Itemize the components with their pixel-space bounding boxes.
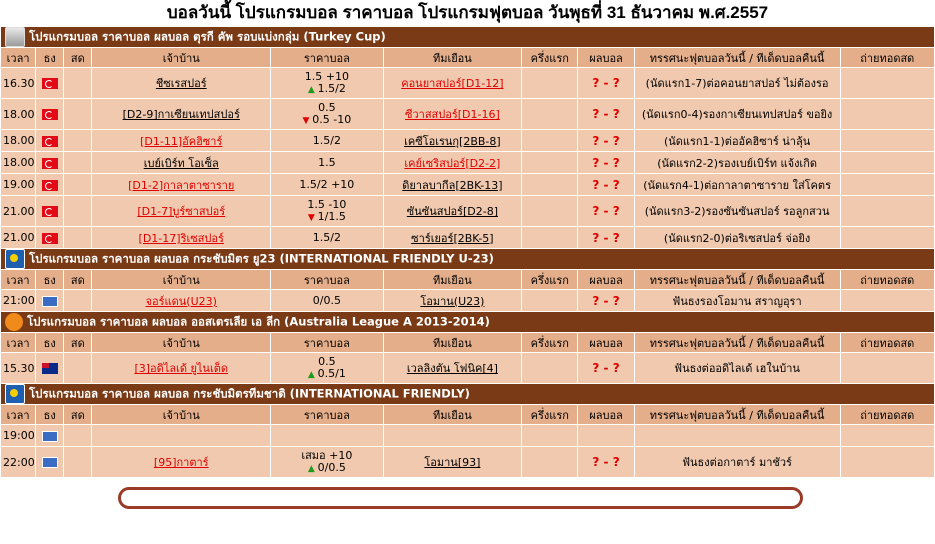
match-time: 19.00 <box>1 174 35 195</box>
home-team-link[interactable]: [D1-11]อัคฮิซาร์ <box>140 134 223 148</box>
away-team-link[interactable]: โอมาน[93] <box>424 456 481 469</box>
odds-cell <box>271 290 382 311</box>
live-cell <box>64 227 91 248</box>
col-header-flag: ธง <box>36 270 63 289</box>
result-cell <box>578 353 633 383</box>
col-header-flag: ธง <box>36 333 63 352</box>
odds-cell <box>271 196 382 226</box>
result-score: ? - ? <box>592 230 620 245</box>
odds-cell <box>271 68 382 98</box>
home-team-link[interactable]: จอร์แดน(U23) <box>145 294 217 308</box>
match-row <box>1 130 934 151</box>
column-header-row <box>1 333 934 352</box>
match-row <box>1 290 934 311</box>
odds-cell <box>271 174 382 195</box>
analysis-cell <box>635 447 840 477</box>
col-header-home: เจ้าบ้าน <box>92 405 270 424</box>
col-header-analysis: ทรรศนะฟุตบอลวันนี้ / ทีเด็ดบอลคืนนี้ <box>635 405 840 424</box>
analysis-text: (นัดแรก1-7)ต่อคอนยาสปอร์ ไม่ต้องรอ <box>645 77 829 90</box>
home-team-link[interactable]: [D2-9]กาเซียนเทปสปอร์ <box>122 108 240 121</box>
home-team-link[interactable]: [D1-7]บูร์ซาสปอร์ <box>137 205 226 218</box>
result-cell <box>578 425 633 446</box>
league-aus-icon <box>5 313 23 331</box>
col-header-live: สด <box>64 48 91 67</box>
broadcast-cell <box>841 196 934 226</box>
home-team-cell[interactable] <box>92 99 270 129</box>
half-score-cell <box>522 99 577 129</box>
live-cell <box>64 130 91 151</box>
odds-cell <box>271 425 382 446</box>
analysis-text: (นัดแรก2-0)ต่อริเซสปอร์ จ่อยิง <box>663 231 811 245</box>
result-score: ? - ? <box>592 76 620 90</box>
col-header-odds: ราคาบอล <box>271 270 382 289</box>
analysis-text: (นัดแรก0-4)รองกาเซียนเทปสปอร์ ขอยิง <box>641 108 833 121</box>
home-team-cell[interactable] <box>92 227 270 248</box>
analysis-cell <box>635 68 840 98</box>
broadcast-cell <box>841 130 934 151</box>
col-header-half: ครึ่งแรก <box>522 48 577 67</box>
odds-line-1: 1.5 +10 <box>304 69 349 83</box>
odds-line-1: 1.5/2 +10 <box>299 177 355 191</box>
col-header-time: เวลา <box>1 270 35 289</box>
turkey-flag <box>42 233 58 244</box>
col-header-result: ผลบอล <box>578 270 633 289</box>
result-cell <box>578 152 633 173</box>
odds-line-1: 1.5 -10 <box>307 197 347 211</box>
live-cell <box>64 353 91 383</box>
result-cell <box>578 196 633 226</box>
match-row <box>1 152 934 173</box>
half-score-cell <box>522 447 577 477</box>
analysis-cell <box>635 290 840 311</box>
odds-value: 1/1.5 <box>317 209 346 223</box>
home-team-cell[interactable] <box>92 290 270 311</box>
col-header-flag: ธง <box>36 405 63 424</box>
match-flag-cell <box>36 174 63 195</box>
league-header-row <box>1 384 934 404</box>
live-cell <box>64 196 91 226</box>
half-score-cell <box>522 425 577 446</box>
result-cell <box>578 227 633 248</box>
result-cell <box>578 68 633 98</box>
analysis-text: ฟันธงต่ออดิไลเด้ เฮในบ้าน <box>674 362 800 375</box>
match-row <box>1 227 934 248</box>
col-header-home: เจ้าบ้าน <box>92 333 270 352</box>
match-time: 16.30 <box>1 68 35 98</box>
league-title: โปรแกรมบอล ราคาบอล ผลบอล กระชับมิตร ยู23 (INTERNATIONAL FRIENDLY U-23) <box>29 251 494 266</box>
arrow-down-icon: ▼ <box>302 115 313 126</box>
away-team-cell[interactable] <box>384 290 522 311</box>
match-row <box>1 68 934 98</box>
fixtures-table <box>0 26 935 478</box>
match-time: 22:00 <box>1 447 35 477</box>
away-team-cell[interactable] <box>384 196 522 226</box>
column-header-row <box>1 405 934 424</box>
league-title-cell <box>1 249 934 269</box>
australia-flag <box>42 363 58 374</box>
analysis-cell <box>635 152 840 173</box>
odds-cell <box>271 99 382 129</box>
analysis-cell <box>635 130 840 151</box>
col-header-odds: ราคาบอล <box>271 405 382 424</box>
fifa-flag <box>42 431 58 442</box>
col-header-live: สด <box>64 405 91 424</box>
col-header-home: เจ้าบ้าน <box>92 48 270 67</box>
match-row <box>1 425 934 446</box>
half-score-cell <box>522 196 577 226</box>
match-flag-cell <box>36 68 63 98</box>
odds-line-1: 0/0.5 <box>312 293 341 307</box>
odds-line-2 <box>273 114 380 127</box>
match-flag-cell <box>36 290 63 311</box>
match-flag-cell <box>36 196 63 226</box>
league-title: โปรแกรมบอล ราคาบอล ผลบอล กระชับมิตรทีมชาติ (INTERNATIONAL FRIENDLY) <box>29 386 470 401</box>
odds-value: 0.5 -10 <box>312 112 352 126</box>
half-score-cell <box>522 152 577 173</box>
broadcast-cell <box>841 290 934 311</box>
analysis-cell <box>635 174 840 195</box>
col-header-broadcast: ถ่ายทอดสด <box>841 405 934 424</box>
half-score-cell <box>522 174 577 195</box>
analysis-text: (นัดแรก1-1)ต่ออัคฮิซาร์ น่าลุ้น <box>663 134 811 148</box>
odds-line-1: 0.5 <box>318 354 336 368</box>
broadcast-cell <box>841 425 934 446</box>
col-header-analysis: ทรรศนะฟุตบอลวันนี้ / ทีเด็ดบอลคืนนี้ <box>635 333 840 352</box>
live-cell <box>64 68 91 98</box>
turkey-flag <box>42 206 58 217</box>
col-header-result: ผลบอล <box>578 333 633 352</box>
col-header-time: เวลา <box>1 333 35 352</box>
away-team-cell[interactable] <box>384 68 522 98</box>
odds-cell <box>271 227 382 248</box>
analysis-cell <box>635 196 840 226</box>
broadcast-cell <box>841 353 934 383</box>
col-header-time: เวลา <box>1 48 35 67</box>
match-time: 21:00 <box>1 290 35 311</box>
result-score: ? - ? <box>592 361 620 375</box>
match-time: 15.30 <box>1 353 35 383</box>
col-header-away: ทีมเยือน <box>384 405 522 424</box>
col-header-broadcast: ถ่ายทอดสด <box>841 270 934 289</box>
analysis-cell <box>635 425 840 446</box>
live-cell <box>64 99 91 129</box>
match-flag-cell <box>36 227 63 248</box>
col-header-broadcast: ถ่ายทอดสด <box>841 48 934 67</box>
home-team-link[interactable]: [95]กาตาร์ <box>153 456 209 469</box>
league-header-row <box>1 27 934 47</box>
home-team-link[interactable]: ชีซเรสปอร์ <box>155 77 207 90</box>
odds-cell <box>271 130 382 151</box>
odds-value: 0.5/1 <box>317 366 346 380</box>
away-team-link[interactable]: ซีวาสสปอร์[D1-16] <box>405 108 500 121</box>
analysis-cell <box>635 227 840 248</box>
match-flag-cell <box>36 99 63 129</box>
odds-line-2 <box>273 83 380 96</box>
column-header-row <box>1 270 934 289</box>
col-header-flag: ธง <box>36 48 63 67</box>
analysis-text: (นัดแรก2-2)รองเบย์เบิร์ท แจ้งเกิด <box>657 156 817 170</box>
analysis-text: ฟันธงรองโอมาน สราญอุรา <box>672 294 802 308</box>
odds-line-1: 0.5 <box>318 100 336 114</box>
away-team-link[interactable]: เคซีโอเรนกุ[2BB-8] <box>404 134 501 148</box>
arrow-up-icon: ▲ <box>307 369 318 380</box>
away-team-cell <box>384 425 522 446</box>
odds-line-1: 1.5/2 <box>312 133 341 147</box>
league-header-row <box>1 249 934 269</box>
col-header-away: ทีมเยือน <box>384 48 522 67</box>
away-team-link[interactable]: คอนยาสปอร์[D1-12] <box>401 77 504 90</box>
turkey-flag <box>42 158 58 169</box>
home-team-cell[interactable] <box>92 353 270 383</box>
col-header-half: ครึ่งแรก <box>522 405 577 424</box>
half-score-cell <box>522 353 577 383</box>
home-team-link[interactable]: [D1-17]ริเซสปอร์ <box>138 231 224 245</box>
col-header-half: ครึ่งแรก <box>522 270 577 289</box>
arrow-down-icon: ▼ <box>307 212 318 223</box>
odds-line-1: 1.5 <box>318 155 336 169</box>
home-team-link[interactable]: [3]อดิไลเด้ ยูไนเต็ด <box>134 362 229 375</box>
broadcast-cell <box>841 227 934 248</box>
odds-line-1: เสมอ +10 <box>301 448 353 462</box>
match-time: 21.00 <box>1 227 35 248</box>
league-badge-icon <box>5 249 25 269</box>
half-score-cell <box>522 290 577 311</box>
live-cell <box>64 290 91 311</box>
match-time: 18.00 <box>1 130 35 151</box>
away-team-cell[interactable] <box>384 130 522 151</box>
broadcast-cell <box>841 152 934 173</box>
away-team-link[interactable]: ซาร์เยอร์[2BK-5] <box>411 231 494 245</box>
home-team-cell <box>92 425 270 446</box>
turkey-flag <box>42 109 58 120</box>
result-cell <box>578 99 633 129</box>
home-team-cell[interactable] <box>92 196 270 226</box>
match-row <box>1 196 934 226</box>
league-header-row <box>1 312 934 332</box>
match-time: 18.00 <box>1 99 35 129</box>
result-score: ? - ? <box>592 204 620 218</box>
home-team-cell[interactable] <box>92 130 270 151</box>
result-cell <box>578 174 633 195</box>
col-header-away: ทีมเยือน <box>384 270 522 289</box>
league-title-cell <box>1 384 934 404</box>
col-header-live: สด <box>64 270 91 289</box>
half-score-cell <box>522 130 577 151</box>
arrow-up-icon: ▲ <box>307 463 318 474</box>
match-flag-cell <box>36 353 63 383</box>
away-team-link[interactable]: เวลลิงตัน โฟนิค[4] <box>406 362 498 375</box>
fifa-flag <box>42 457 58 468</box>
match-row <box>1 353 934 383</box>
col-header-analysis: ทรรศนะฟุตบอลวันนี้ / ทีเด็ดบอลคืนนี้ <box>635 270 840 289</box>
match-flag-cell <box>36 425 63 446</box>
turkey-flag <box>42 180 58 191</box>
league-gray-icon <box>5 27 25 47</box>
away-team-cell[interactable] <box>384 447 522 477</box>
league-title: โปรแกรมบอล ราคาบอล ผลบอล ออสเตรเลีย เอ ลีก (Australia League A 2013-2014) <box>27 314 490 329</box>
live-cell <box>64 425 91 446</box>
broadcast-cell <box>841 99 934 129</box>
result-score: ? - ? <box>592 293 620 308</box>
column-header-row <box>1 48 934 67</box>
analysis-cell <box>635 353 840 383</box>
broadcast-cell <box>841 447 934 477</box>
analysis-text: (นัดแรก4-1)ต่อกาลาตาซาราย ใส่โคตร <box>643 178 831 192</box>
col-header-analysis: ทรรศนะฟุตบอลวันนี้ / ทีเด็ดบอลคืนนี้ <box>635 48 840 67</box>
half-score-cell <box>522 227 577 248</box>
result-score: ? - ? <box>592 455 620 469</box>
away-team-link[interactable]: ซันซันสปอร์[D2-8] <box>406 205 498 218</box>
col-header-result: ผลบอล <box>578 48 633 67</box>
league-title-cell <box>1 27 934 47</box>
odds-value: 0/0.5 <box>317 460 346 474</box>
half-score-cell <box>522 68 577 98</box>
away-team-link[interactable]: ดิยาลบากีล[2BK-13] <box>402 178 503 192</box>
home-team-cell[interactable] <box>92 174 270 195</box>
home-team-link[interactable]: [D1-2]กาลาตาซาราย <box>128 178 235 192</box>
league-badge-icon <box>5 384 25 404</box>
home-team-cell[interactable] <box>92 447 270 477</box>
match-time: 18.00 <box>1 152 35 173</box>
col-header-odds: ราคาบอล <box>271 333 382 352</box>
analysis-text: (นัดแรก3-2)รองซันซันสปอร์ รอลูกสวน <box>644 205 830 218</box>
analysis-text: ฟันธงต่อกาตาร์ มาชัวร์ <box>682 456 792 469</box>
col-header-away: ทีมเยือน <box>384 333 522 352</box>
away-team-cell[interactable] <box>384 152 522 173</box>
odds-line-1: 1.5/2 <box>312 230 341 244</box>
col-header-time: เวลา <box>1 405 35 424</box>
away-team-cell[interactable] <box>384 99 522 129</box>
page-title: บอลวันนี้ โปรแกรมบอล ราคาบอล โปรแกรมฟุตบอล วันพุธที่ 31 ธันวาคม พ.ศ.2557 <box>166 3 769 22</box>
odds-line-2 <box>273 462 380 475</box>
match-time: 21.00 <box>1 196 35 226</box>
away-team-cell[interactable] <box>384 353 522 383</box>
turkey-flag <box>42 78 58 89</box>
odds-cell <box>271 353 382 383</box>
result-cell <box>578 130 633 151</box>
broadcast-cell <box>841 68 934 98</box>
away-team-link[interactable]: เคย์เซริสปอร์[D2-2] <box>404 156 501 170</box>
match-flag-cell <box>36 152 63 173</box>
match-row <box>1 174 934 195</box>
analysis-cell <box>635 99 840 129</box>
live-cell <box>64 447 91 477</box>
match-flag-cell <box>36 130 63 151</box>
odds-line-2 <box>273 211 380 224</box>
match-time: 19:00 <box>1 425 35 446</box>
result-score: ? - ? <box>592 177 620 192</box>
match-flag-cell <box>36 447 63 477</box>
turkey-flag <box>42 136 58 147</box>
home-team-cell[interactable] <box>92 152 270 173</box>
col-header-result: ผลบอล <box>578 405 633 424</box>
home-team-link[interactable]: เบย์เบิร์ท โอเซ็ล <box>143 156 219 170</box>
match-row <box>1 447 934 477</box>
arrow-up-icon: ▲ <box>307 84 318 95</box>
result-score: ? - ? <box>592 133 620 148</box>
broadcast-cell <box>841 174 934 195</box>
odds-line-2 <box>273 368 380 381</box>
col-header-home: เจ้าบ้าน <box>92 270 270 289</box>
odds-cell <box>271 447 382 477</box>
away-team-cell[interactable] <box>384 227 522 248</box>
league-title: โปรแกรมบอล ราคาบอล ผลบอล ตุรกี คัพ รอบแบ่งกลุ่ม (Turkey Cup) <box>29 29 386 44</box>
odds-cell <box>271 152 382 173</box>
away-team-link[interactable]: โอมาน(U23) <box>420 294 485 308</box>
col-header-broadcast: ถ่ายทอดสด <box>841 333 934 352</box>
result-score: ? - ? <box>592 107 620 121</box>
odds-value: 1.5/2 <box>317 81 346 95</box>
live-cell <box>64 174 91 195</box>
fifa-flag <box>42 296 58 307</box>
result-score: ? - ? <box>592 155 620 170</box>
result-cell <box>578 447 633 477</box>
col-header-odds: ราคาบอล <box>271 48 382 67</box>
col-header-live: สด <box>64 333 91 352</box>
result-cell <box>578 290 633 311</box>
home-team-cell[interactable] <box>92 68 270 98</box>
live-cell <box>64 152 91 173</box>
away-team-cell[interactable] <box>384 174 522 195</box>
fixtures-body <box>1 27 934 477</box>
blank-banner <box>118 487 803 509</box>
league-title-cell <box>1 312 934 332</box>
match-row <box>1 99 934 129</box>
col-header-half: ครึ่งแรก <box>522 333 577 352</box>
